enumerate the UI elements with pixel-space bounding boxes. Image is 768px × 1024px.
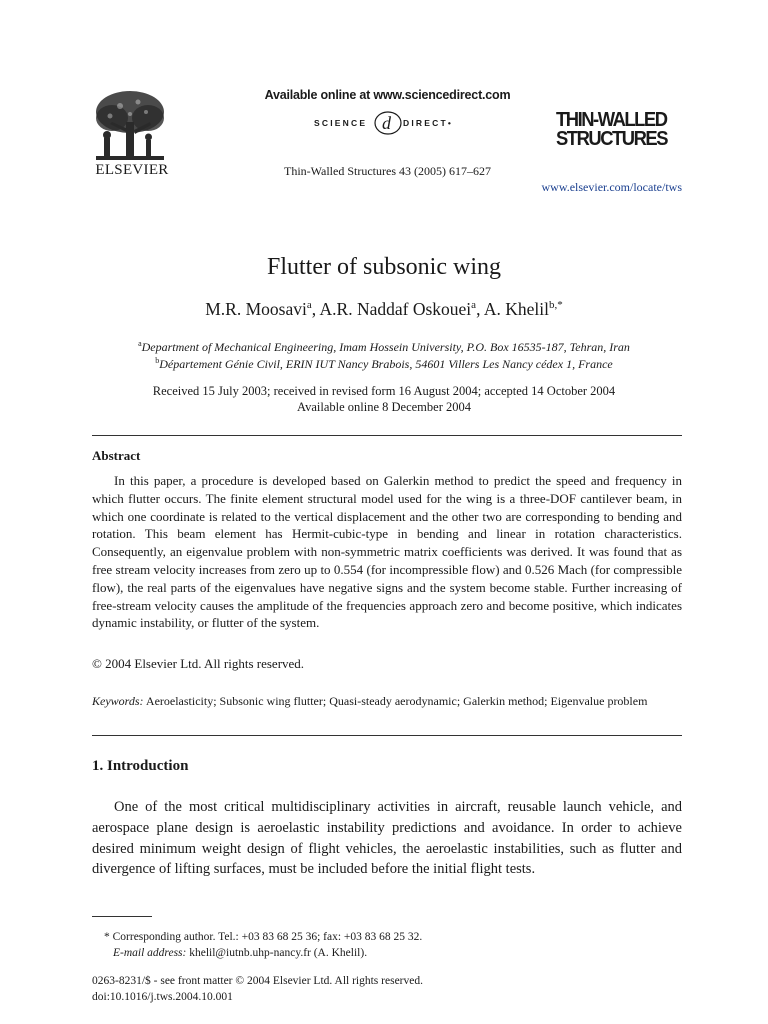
keywords-label: Keywords: [92,694,144,708]
svg-text:d: d [382,113,391,133]
journal-logo-line2: STRUCTURES [556,128,668,150]
footnote-divider [92,916,152,917]
author-name: A. Khelil [483,299,549,319]
divider [92,435,682,436]
keywords-text: Aeroelasticity; Subsonic wing flutter; Quasi-steady aerodynamic; Galerkin method; Eigenvalue problem [143,694,648,708]
journal-logo [556,111,676,149]
author-affiliation-mark: a [306,299,312,312]
section-heading: 1. Introduction [92,758,189,774]
abstract-heading: Abstract [92,448,141,463]
author-list: M.R. Moosavi$^a$, A.R. Naddaf Oskouei$^a$, A. Khelil$^{b,*}$ [205,299,563,319]
available-online-date: Available online 8 December 2004 [296,400,471,414]
doi-link[interactable]: doi:10.1016/j.tws.2004.10.001 [92,991,233,1003]
received-dates: Received 15 July 2003; received in revised form 16 August 2004; accepted 14 October 2004 [152,384,616,398]
email-note: E-mail address: khelil@iutnb.uhp-nancy.fr (A. Khelil). [113,947,368,959]
introduction-body: One of the most critical multidisciplinary activities in aircraft, reusable launch vehicle, and aerospace plane design is aeroelastic instability predictions and avoidance. In order to achieve desired minimum weight design of flight vehicles, the aeroelastic instabilities, such as flutter and divergence of lifting surfaces, must be included before the initial flight tests. [92,799,682,878]
author-name: M.R. Moosavi [205,299,307,319]
corresponding-author-note: * Corresponding author. Tel.: +03 83 68 25 36; fax: +03 83 68 25 32. [104,931,423,943]
author-name: A.R. Naddaf Oskouei [319,299,472,319]
sciencedirect-left: SCIENCE [314,118,368,128]
author-affiliation-mark: b,* [549,299,563,312]
email-link[interactable]: khelil@iutnb.uhp-nancy.fr (A. Khelil). [186,947,368,959]
author-affiliation-mark: a [471,299,477,312]
elsevier-tree-logo [90,88,170,164]
journal-citation: Thin-Walled Structures 43 (2005) 617–627 [284,164,491,178]
sciencedirect-right: DIRECT• [403,118,454,128]
sciencedirect-d-icon [373,107,403,137]
journal-url-link[interactable]: www.elsevier.com/locate/tws [541,180,682,194]
abstract-body: In this paper, a procedure is developed based on Galerkin method to predict the speed and frequency in which flutter occurs. The finite element structural model used for the wing is a three-DOF cantilever beam, in which one coordinate is related to the vertical displacement and the other two are corresponding to bending and rotation. This beam element has Hermit-cubic-type in bending and linear in rotation characteristics. Consequently, an eigenvalue problem with non-symmetric matrix coefficients was derived. It was found that as free stream velocity increases from zero up to 0.554 (for incompressible flow) and 0.526 Mach (for compressible flow), the real parts of the eigenvalues have negative signs and the system become stable. Further increasing of free-stream velocity causes the amplitude of the frequencies approach zero and become positive, which indicates dynamic instability, or flutter of the system. [92,473,682,631]
divider [92,735,682,736]
keywords [92,693,682,710]
abstract-copyright: © 2004 Elsevier Ltd. All rights reserved. [92,656,305,671]
issn-line: 0263-8231/$ - see front matter © 2004 Elsevier Ltd. All rights reserved. [92,975,423,987]
publisher-name: ELSEVIER [95,162,169,178]
journal-logo-line1: THIN-WALLED [556,109,667,131]
affiliation: $^b$Département Génie Civil, ERIN IUT Nancy Brabois, 54601 Villers Les Nancy cédex 1, France [155,356,613,371]
available-online-text[interactable]: Available online at www.sciencedirect.com [264,88,511,102]
affiliation: $^a$Department of Mechanical Engineering, Imam Hossein University, P.O. Box 16535-187, Tehran, Iran [138,339,630,354]
article-title: Flutter of subsonic wing [267,254,501,280]
sciencedirect-logo [300,107,490,139]
